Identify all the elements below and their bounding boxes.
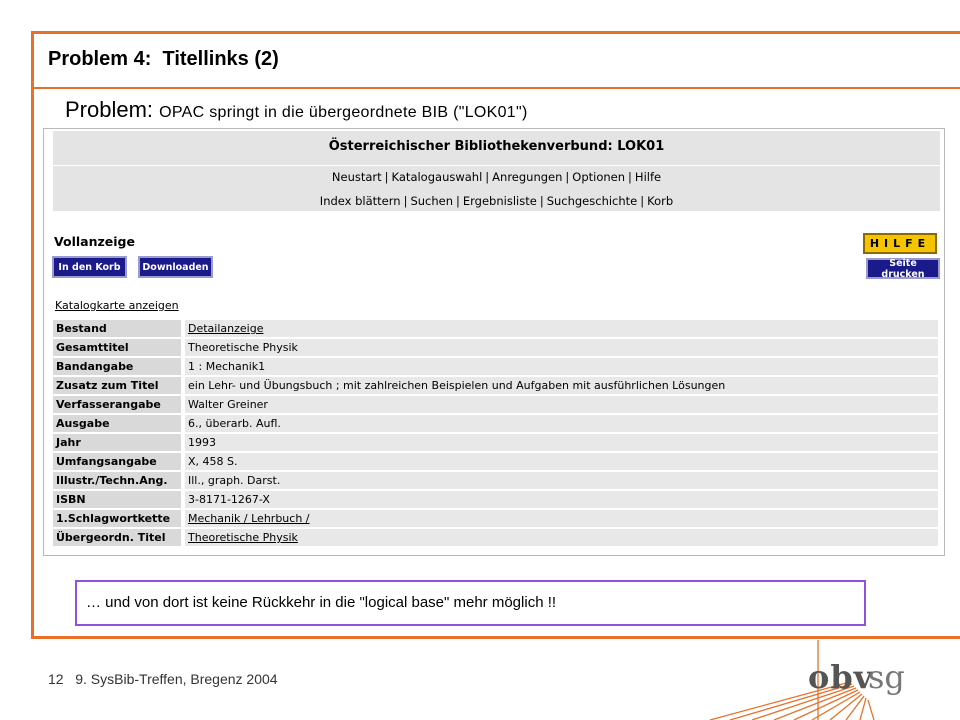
- table-row: [53, 415, 938, 432]
- record-value-cell: [185, 434, 938, 451]
- record-label: Bandangabe: [53, 358, 181, 375]
- record-value: X, 458 S.: [188, 455, 238, 468]
- record-value-cell: [185, 377, 938, 394]
- nav-optionen[interactable]: Optionen: [572, 170, 626, 184]
- nav-separator: |: [565, 170, 570, 184]
- table-row: [53, 453, 938, 470]
- record-value: 1 : Mechanik1: [188, 360, 266, 373]
- nav-hilfe[interactable]: Hilfe: [634, 170, 662, 184]
- seite-drucken-button[interactable]: Seite drucken: [866, 258, 940, 279]
- title-separator: [34, 87, 960, 89]
- record-value-cell: [185, 415, 938, 432]
- record-value-cell: [185, 453, 938, 470]
- vollanzeige-heading: Vollanzeige: [54, 234, 135, 249]
- opac-title: Österreichischer Bibliothekenverbund: LOK01: [328, 139, 665, 154]
- logo-sg-text: sg: [868, 658, 905, 696]
- record-label: ISBN: [53, 491, 181, 508]
- record-value: 3-8171-1267-X: [188, 493, 270, 506]
- katalogkarte-link[interactable]: Katalogkarte anzeigen: [55, 299, 179, 312]
- table-row: [53, 320, 938, 337]
- record-label: Zusatz zum Titel: [53, 377, 181, 394]
- nav-suchgeschichte[interactable]: Suchgeschichte: [546, 194, 638, 208]
- opac-nav-row-1: [53, 170, 940, 184]
- record-value: Theoretische Physik: [188, 341, 298, 354]
- opac-header-divider: [53, 165, 940, 166]
- table-row: [53, 358, 938, 375]
- nav-neustart[interactable]: Neustart: [331, 170, 382, 184]
- table-row: [53, 472, 938, 489]
- slide-frame-left: [31, 31, 34, 639]
- nav-index-blaettern[interactable]: Index blättern: [319, 194, 401, 208]
- record-label: Jahr: [53, 434, 181, 451]
- record-value-cell: [185, 320, 938, 337]
- problem-label: Problem:: [65, 97, 160, 122]
- record-value: Walter Greiner: [188, 398, 268, 411]
- record-value: 6., überarb. Aufl.: [188, 417, 281, 430]
- opac-nav-row-2: [53, 194, 940, 208]
- record-label: Übergeordn. Titel: [53, 529, 181, 546]
- nav-separator: |: [403, 194, 408, 208]
- nav-separator: |: [485, 170, 490, 184]
- record-value-cell: [185, 529, 938, 546]
- nav-separator: |: [628, 170, 632, 184]
- slide-footer: 12 9. SysBib-Treffen, Bregenz 2004: [48, 671, 278, 687]
- nav-separator: |: [384, 170, 389, 184]
- record-label: 1.Schlagwortkette: [53, 510, 181, 527]
- record-label: Bestand: [53, 320, 181, 337]
- record-label: Ausgabe: [53, 415, 181, 432]
- record-value: Ill., graph. Darst.: [188, 474, 281, 487]
- logo-obv-text: obv: [808, 658, 874, 696]
- record-value: 1993: [188, 436, 216, 449]
- record-label: Gesamttitel: [53, 339, 181, 356]
- record-value-cell: [185, 472, 938, 489]
- in-den-korb-button[interactable]: In den Korb: [52, 256, 127, 278]
- nav-suchen[interactable]: Suchen: [410, 194, 454, 208]
- table-row: [53, 510, 938, 527]
- record-value-link[interactable]: Detailanzeige: [188, 322, 264, 335]
- table-row: [53, 434, 938, 451]
- record-value-cell: [185, 491, 938, 508]
- table-row: [53, 377, 938, 394]
- record-value-cell: [185, 339, 938, 356]
- record-value-cell: [185, 510, 938, 527]
- nav-ergebnisliste[interactable]: Ergebnisliste: [462, 194, 537, 208]
- record-label: Verfasserangabe: [53, 396, 181, 413]
- table-row: [53, 491, 938, 508]
- nav-separator: |: [539, 194, 544, 208]
- problem-text: OPAC springt in die übergeordnete BIB ("LOK01"): [159, 104, 528, 121]
- table-row: [53, 529, 938, 546]
- nav-katalogauswahl[interactable]: Katalogauswahl: [391, 170, 483, 184]
- nav-separator: |: [456, 194, 460, 208]
- record-label: Umfangsangabe: [53, 453, 181, 470]
- downloaden-button[interactable]: Downloaden: [138, 256, 213, 278]
- record-label: Illustr./Techn.Ang.: [53, 472, 181, 489]
- hilfe-button[interactable]: HILFE: [863, 233, 937, 254]
- slide-frame-bottom: [31, 636, 960, 639]
- record-table: [53, 318, 938, 548]
- record-value-cell: [185, 358, 938, 375]
- callout-box: … und von dort ist keine Rückkehr in die "logical base" mehr möglich !!: [75, 580, 866, 626]
- slide-frame-top: [31, 31, 960, 34]
- record-value-link[interactable]: Theoretische Physik: [188, 531, 298, 544]
- table-row: [53, 396, 938, 413]
- nav-anregungen[interactable]: Anregungen: [492, 170, 563, 184]
- table-row: [53, 339, 938, 356]
- nav-korb[interactable]: Korb: [647, 194, 674, 208]
- slide-title: Problem 4: Titellinks (2): [48, 48, 279, 70]
- nav-separator: |: [640, 194, 645, 208]
- record-value-cell: [185, 396, 938, 413]
- opac-screenshot: [43, 128, 945, 556]
- record-value-link[interactable]: Mechanik / Lehrbuch /: [188, 512, 310, 525]
- opac-header: [53, 131, 940, 211]
- problem-statement: [65, 97, 528, 123]
- record-value: ein Lehr- und Übungsbuch ; mit zahlreichen Beispielen und Aufgaben mit ausführlichen Lösungen: [188, 379, 726, 392]
